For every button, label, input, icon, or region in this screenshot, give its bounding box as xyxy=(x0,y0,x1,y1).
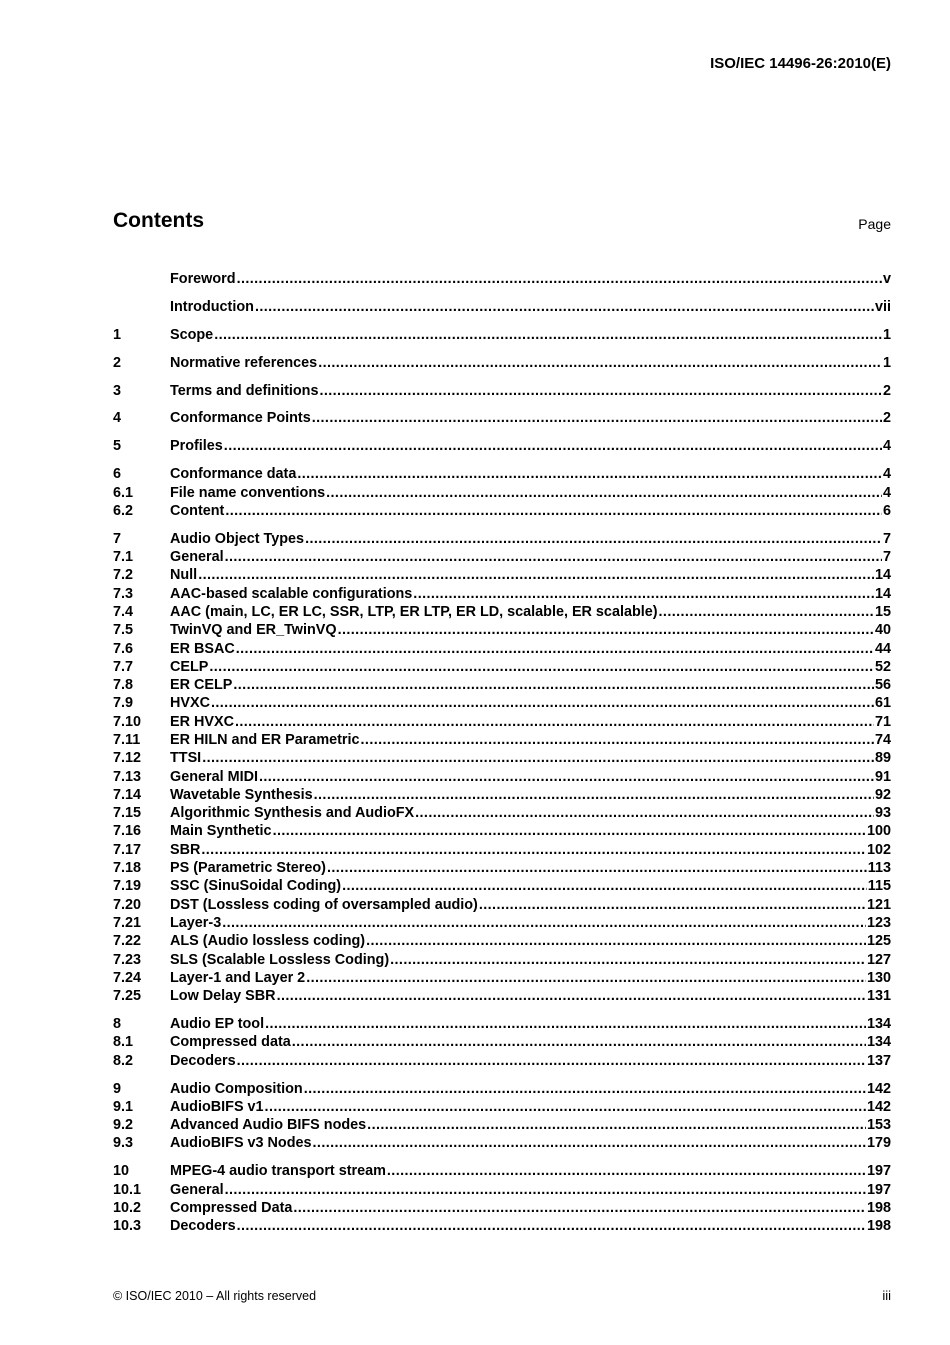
toc-entry-page: 52 xyxy=(874,658,891,675)
toc-dot-leader xyxy=(305,530,882,548)
toc-entry-title: Layer-1 and Layer 2 xyxy=(170,969,306,986)
toc-entry-number: 7.21 xyxy=(113,914,142,931)
toc-entry-title: Conformance data xyxy=(170,466,297,483)
toc-entry-title: Profiles xyxy=(170,438,223,455)
toc-entry-number: 7.10 xyxy=(113,713,142,730)
toc-dot-leader xyxy=(224,437,882,455)
toc-entry-number: 7.20 xyxy=(113,896,142,913)
toc-entry[interactable] xyxy=(113,859,891,877)
toc-entry[interactable] xyxy=(113,1134,891,1152)
toc-entry-title: Main Synthetic xyxy=(170,823,272,840)
toc-entry[interactable] xyxy=(113,484,891,502)
toc-entry-page: 179 xyxy=(866,1135,891,1152)
toc-entry-page: 137 xyxy=(866,1052,891,1069)
toc-entry-page: 93 xyxy=(874,805,891,822)
toc-entry-number: 7.4 xyxy=(113,603,134,620)
toc-entry-title: AudioBIFS v1 xyxy=(170,1098,264,1115)
toc-dot-leader xyxy=(314,786,874,804)
toc-entry-number: 7.5 xyxy=(113,622,134,639)
toc-dot-leader xyxy=(293,1199,866,1217)
toc-entry-number: 7.15 xyxy=(113,805,142,822)
toc-entry-page: 115 xyxy=(867,878,891,895)
toc-entry[interactable] xyxy=(113,270,891,288)
toc-entry-number: 7.3 xyxy=(113,585,134,602)
toc-dot-leader xyxy=(233,676,874,694)
toc-entry-page: 40 xyxy=(874,622,891,639)
toc-entry-number: 1 xyxy=(113,326,122,343)
toc-entry-title: AudioBIFS v3 Nodes xyxy=(170,1135,312,1152)
toc-entry[interactable] xyxy=(113,1033,891,1051)
toc-entry[interactable] xyxy=(113,896,891,914)
toc-entry-title: Content xyxy=(170,502,225,519)
toc-entry-title: General xyxy=(170,549,224,566)
toc-entry-number: 9 xyxy=(113,1080,122,1097)
toc-entry[interactable] xyxy=(113,530,891,548)
toc-entry[interactable] xyxy=(113,1116,891,1134)
toc-entry-page: 127 xyxy=(866,951,891,968)
toc-dot-leader xyxy=(273,822,866,840)
toc-entry-title: General xyxy=(170,1181,224,1198)
toc-dot-leader xyxy=(259,768,874,786)
toc-entry-page: 113 xyxy=(867,860,891,877)
toc-entry[interactable] xyxy=(113,713,891,731)
toc-dot-leader xyxy=(225,1181,866,1199)
toc-entry-title: Advanced Audio BIFS nodes xyxy=(170,1117,367,1134)
toc-entry[interactable] xyxy=(113,987,891,1005)
toc-entry-number: 7.8 xyxy=(113,677,134,694)
toc-dot-leader xyxy=(225,548,882,566)
toc-entry-number: 7.18 xyxy=(113,860,142,877)
toc-entry-number: 7.11 xyxy=(113,731,141,748)
toc-entry[interactable] xyxy=(113,1080,891,1098)
toc-entry-page: 61 xyxy=(874,695,891,712)
toc-entry-number: 7.22 xyxy=(113,933,142,950)
toc-entry-page: v xyxy=(882,271,891,287)
toc-entry[interactable] xyxy=(113,1181,891,1199)
toc-entry-page: 2 xyxy=(882,382,891,399)
toc-entry-number: 8 xyxy=(113,1016,122,1033)
toc-entry[interactable] xyxy=(113,932,891,950)
toc-entry-title: Null xyxy=(170,567,198,584)
toc-dot-leader xyxy=(304,1080,866,1098)
toc-dot-leader xyxy=(211,694,874,712)
toc-entry-number: 4 xyxy=(113,410,122,427)
toc-entry-number: 10 xyxy=(113,1163,130,1180)
page-title: Contents xyxy=(113,209,204,232)
toc-entry[interactable] xyxy=(113,804,891,822)
toc-dot-leader xyxy=(201,841,866,859)
toc-entry[interactable] xyxy=(113,585,891,603)
toc-entry-number: 7.13 xyxy=(113,768,142,785)
toc-entry[interactable] xyxy=(113,1217,891,1235)
toc-entry-number: 7.17 xyxy=(113,841,142,858)
toc-entry-page: 197 xyxy=(866,1163,891,1180)
toc-entry-number: 7.12 xyxy=(113,750,142,767)
toc-entry-title: SLS (Scalable Lossless Coding) xyxy=(170,951,390,968)
toc-entry-page: 131 xyxy=(866,988,891,1005)
toc-entry[interactable] xyxy=(113,354,891,372)
toc-entry-page: 15 xyxy=(874,603,891,620)
toc-dot-leader xyxy=(413,585,874,603)
toc-entry[interactable] xyxy=(113,621,891,639)
toc-dot-leader xyxy=(237,270,882,288)
toc-entry[interactable] xyxy=(113,437,891,455)
toc-entry-title: Compressed data xyxy=(170,1034,291,1051)
toc-entry-title: HVXC xyxy=(170,695,210,712)
toc-dot-leader xyxy=(318,354,882,372)
toc-entry-page: 6 xyxy=(882,502,891,519)
toc-entry-page: 134 xyxy=(866,1016,891,1033)
toc-dot-leader xyxy=(222,914,866,932)
toc-entry-title: SBR xyxy=(170,841,201,858)
toc-dot-leader xyxy=(390,951,866,969)
toc-entry-number: 7.19 xyxy=(113,878,142,895)
toc-entry-title: TwinVQ and ER_TwinVQ xyxy=(170,622,337,639)
toc-entry-number: 2 xyxy=(113,354,122,371)
toc-entry-number: 7.1 xyxy=(113,549,134,566)
toc-dot-leader xyxy=(202,749,874,767)
toc-entry-page: 4 xyxy=(882,466,891,483)
toc-entry-page: 125 xyxy=(866,933,891,950)
toc-entry-title: Decoders xyxy=(170,1052,236,1069)
toc-entry-page: 153 xyxy=(866,1117,891,1134)
toc-dot-leader xyxy=(326,484,882,502)
toc-dot-leader xyxy=(225,502,882,520)
page-number: iii xyxy=(882,1288,891,1303)
toc-entry-title: AAC-based scalable configurations xyxy=(170,585,413,602)
toc-entry-number: 7 xyxy=(113,530,122,547)
toc-entry-page: 91 xyxy=(874,768,891,785)
toc-entry-title: Terms and definitions xyxy=(170,382,319,399)
toc-entry-page: 7 xyxy=(882,530,891,547)
toc-entry-page: 56 xyxy=(874,677,891,694)
toc-entry-title: Low Delay SBR xyxy=(170,988,276,1005)
toc-entry-number: 10.1 xyxy=(113,1181,142,1198)
toc-entry[interactable] xyxy=(113,548,891,566)
toc-dot-leader xyxy=(292,1033,866,1051)
toc-dot-leader xyxy=(342,877,867,895)
toc-dot-leader xyxy=(209,658,874,676)
toc-dot-leader xyxy=(387,1162,866,1180)
toc-entry-page: 4 xyxy=(882,438,891,455)
toc-entry[interactable] xyxy=(113,1098,891,1116)
toc-entry-title: DST (Lossless coding of oversampled audio) xyxy=(170,896,478,913)
toc-entry-title: SSC (SinuSoidal Coding) xyxy=(170,878,342,895)
copyright-notice: © ISO/IEC 2010 – All rights reserved xyxy=(113,1289,317,1303)
toc-dot-leader xyxy=(237,1217,866,1235)
toc-entry[interactable] xyxy=(113,382,891,400)
toc-entry[interactable] xyxy=(113,465,891,483)
toc-entry-title: Wavetable Synthesis xyxy=(170,786,313,803)
toc-entry[interactable] xyxy=(113,409,891,427)
toc-entry-title: Decoders xyxy=(170,1218,236,1235)
toc-entry-page: 198 xyxy=(866,1218,891,1235)
toc-entry[interactable] xyxy=(113,1015,891,1033)
toc-entry-page: 89 xyxy=(874,750,891,767)
toc-entry[interactable] xyxy=(113,1199,891,1217)
toc-entry-page: 123 xyxy=(866,914,891,931)
toc-dot-leader xyxy=(659,603,874,621)
toc-entry-title: Audio Object Types xyxy=(170,530,305,547)
toc-entry-title: Scope xyxy=(170,326,214,343)
toc-entry-title: CELP xyxy=(170,658,209,675)
toc-entry-number: 6.2 xyxy=(113,502,134,519)
toc-entry[interactable] xyxy=(113,603,891,621)
toc-dot-leader xyxy=(366,932,866,950)
toc-entry[interactable] xyxy=(113,1162,891,1180)
toc-entry-page: 1 xyxy=(882,326,891,343)
toc-entry-page: 71 xyxy=(874,713,891,730)
toc-entry-page: 7 xyxy=(882,549,891,566)
toc-dot-leader xyxy=(338,621,874,639)
toc-entry-title: General MIDI xyxy=(170,768,258,785)
toc-entry-page: 14 xyxy=(874,567,891,584)
table-of-contents xyxy=(113,270,891,1235)
toc-entry-title: ER CELP xyxy=(170,677,233,694)
toc-entry-title: ALS (Audio lossless coding) xyxy=(170,933,366,950)
toc-dot-leader xyxy=(415,804,874,822)
toc-dot-leader xyxy=(367,1116,866,1134)
toc-dot-leader xyxy=(214,326,882,344)
toc-dot-leader xyxy=(312,409,882,427)
toc-entry-page: 142 xyxy=(866,1098,891,1115)
toc-entry-title: Algorithmic Synthesis and AudioFX xyxy=(170,805,415,822)
toc-entry[interactable] xyxy=(113,822,891,840)
toc-entry-page: 102 xyxy=(866,841,891,858)
toc-entry-page: 14 xyxy=(874,585,891,602)
toc-dot-leader xyxy=(236,640,874,658)
toc-entry-title: PS (Parametric Stereo) xyxy=(170,860,326,877)
toc-entry-number: 3 xyxy=(113,382,122,399)
toc-entry-title: Layer-3 xyxy=(170,914,222,931)
toc-dot-leader xyxy=(306,969,866,987)
toc-entry-number: 7.16 xyxy=(113,823,142,840)
toc-dot-leader xyxy=(235,713,874,731)
toc-entry[interactable] xyxy=(113,768,891,786)
toc-entry-number: 7.25 xyxy=(113,988,142,1005)
toc-entry-title: ER HILN and ER Parametric xyxy=(170,731,360,748)
toc-entry-number: 9.3 xyxy=(113,1135,134,1152)
toc-entry-title: AAC (main, LC, ER LC, SSR, LTP, ER LTP, ER LD, scalable, ER scalable) xyxy=(170,603,658,620)
toc-entry-page: vii xyxy=(875,298,891,315)
toc-dot-leader xyxy=(237,1052,866,1070)
toc-entry[interactable] xyxy=(113,298,891,316)
toc-entry[interactable] xyxy=(113,640,891,658)
toc-entry[interactable] xyxy=(113,676,891,694)
toc-entry-title: Audio EP tool xyxy=(170,1016,265,1033)
toc-entry-number: 7.9 xyxy=(113,695,134,712)
toc-entry-number: 10.3 xyxy=(113,1218,142,1235)
toc-entry-number: 8.1 xyxy=(113,1034,134,1051)
toc-entry-title: Normative references xyxy=(170,354,318,371)
page-column-label: Page xyxy=(858,216,891,232)
toc-entry[interactable] xyxy=(113,969,891,987)
toc-entry[interactable] xyxy=(113,658,891,676)
toc-entry-page: 121 xyxy=(866,896,891,913)
toc-entry[interactable] xyxy=(113,914,891,932)
toc-entry-number: 8.2 xyxy=(113,1052,134,1069)
toc-entry-number: 6.1 xyxy=(113,484,134,501)
toc-entry[interactable] xyxy=(113,877,891,895)
toc-dot-leader xyxy=(265,1098,866,1116)
toc-entry-page: 197 xyxy=(866,1181,891,1198)
toc-entry-number: 7.14 xyxy=(113,786,142,803)
toc-entry[interactable] xyxy=(113,326,891,344)
toc-entry-title: Conformance Points xyxy=(170,410,311,427)
toc-entry[interactable] xyxy=(113,566,891,584)
toc-entry[interactable] xyxy=(113,694,891,712)
toc-entry-page: 44 xyxy=(874,640,891,657)
toc-entry-page: 130 xyxy=(866,969,891,986)
toc-entry-number: 10.2 xyxy=(113,1199,142,1216)
toc-entry-page: 1 xyxy=(882,354,891,371)
document-id: ISO/IEC 14496-26:2010(E) xyxy=(710,55,891,72)
toc-entry-title: Audio Composition xyxy=(170,1080,303,1097)
toc-dot-leader xyxy=(361,731,874,749)
toc-dot-leader xyxy=(327,859,867,877)
toc-entry-number: 6 xyxy=(113,466,122,483)
toc-entry-number: 9.1 xyxy=(113,1098,134,1115)
toc-entry-title: Compressed Data xyxy=(170,1199,293,1216)
toc-dot-leader xyxy=(198,566,874,584)
toc-dot-leader xyxy=(297,465,882,483)
toc-entry[interactable] xyxy=(113,1052,891,1070)
toc-entry-page: 4 xyxy=(882,484,891,501)
toc-entry-title: MPEG-4 audio transport stream xyxy=(170,1163,386,1180)
toc-dot-leader xyxy=(319,382,882,400)
toc-dot-leader xyxy=(255,298,874,316)
toc-entry-number: 5 xyxy=(113,438,122,455)
toc-entry-title: Foreword xyxy=(170,271,236,287)
toc-entry-number: 7.7 xyxy=(113,658,134,675)
toc-entry-title: ER HVXC xyxy=(170,713,234,730)
toc-entry-number: 9.2 xyxy=(113,1117,134,1134)
toc-entry[interactable] xyxy=(113,786,891,804)
toc-entry-title: File name conventions xyxy=(170,484,326,501)
toc-entry[interactable] xyxy=(113,749,891,767)
toc-entry-number: 7.6 xyxy=(113,640,134,657)
toc-entry-title: TTSI xyxy=(170,750,202,767)
toc-entry-number: 7.24 xyxy=(113,969,142,986)
toc-entry-page: 134 xyxy=(866,1034,891,1051)
toc-entry-page: 100 xyxy=(866,823,891,840)
toc-entry-title: Introduction xyxy=(170,298,254,315)
toc-entry-page: 92 xyxy=(874,786,891,803)
toc-entry[interactable] xyxy=(113,841,891,859)
toc-entry-title: ER BSAC xyxy=(170,640,235,657)
toc-entry-page: 74 xyxy=(874,731,891,748)
toc-entry-page: 142 xyxy=(866,1080,891,1097)
toc-dot-leader xyxy=(277,987,866,1005)
toc-dot-leader xyxy=(479,896,866,914)
toc-entry[interactable] xyxy=(113,502,891,520)
toc-entry[interactable] xyxy=(113,731,891,749)
toc-entry-number: 7.23 xyxy=(113,951,142,968)
toc-entry[interactable] xyxy=(113,951,891,969)
toc-entry-page: 2 xyxy=(882,410,891,427)
toc-dot-leader xyxy=(265,1015,866,1033)
toc-entry-page: 198 xyxy=(866,1199,891,1216)
toc-dot-leader xyxy=(313,1134,866,1152)
toc-entry-number: 7.2 xyxy=(113,567,134,584)
